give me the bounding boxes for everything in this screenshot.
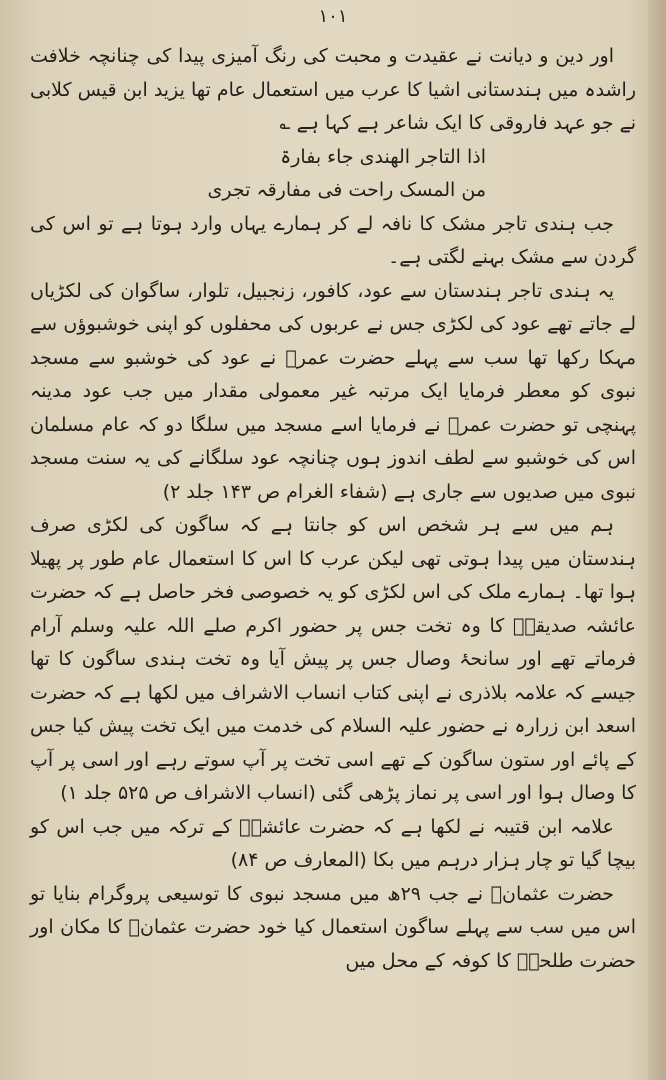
paragraph-5: [30, 811, 636, 878]
verse-line-1: اذا التاجر الھندی جاء بفارۃ: [280, 145, 486, 168]
paragraph-4-text: ہم میں سے ہر شخص اس کو جانتا ہے کہ ساگون کی لکڑی صرف ہندستان میں پیدا ہوتی تھی لیکن عرب کا اس کا استعمال عام طور پر پھیلا ہوا تھا۔ ہمارے ملک کی اس لکڑی کو یہ خصوصی فخر حاصل ہے کہ حضرت عائشہ صدیقہؓ کا وہ تخت جس پر حضور اکرم صلے اللہ علیہ وسلم آرام فرماتے تھے اور سانحۂ وصال جس پر پیش آیا وہ تخت ہندی ساگون کا تھا جیسے کہ علامہ بلاذری نے اپنی کتاب انساب الاشراف میں لکھا ہے کہ حضرت اسعد ابن زرارہ نے حضور علیہ السلام کی خدمت میں ایک تخت پیش کیا جس کے پائے اور ستون ساگون کے تھے اسی تخت پر آپ سوتے رہے اور اسی پر آپ کا وصال ہوا اور اسی پر نماز پڑھی گئی: [30, 514, 636, 804]
paragraph-4: [30, 509, 636, 811]
page-binding-edge: [648, 0, 666, 1080]
page-number: ۱۰۱: [318, 6, 348, 27]
paragraph-5-text: علامہ ابن قتیبہ نے لکھا ہے کہ حضرت عائشہؓ کے ترکہ میں جب اس کو بیچا گیا تو چار ہزار درہم میں بکا: [30, 815, 636, 871]
paragraph-1: اور دین و دیانت نے عقیدت و محبت کی رنگ آمیزی پیدا کی چنانچہ خلافت راشدہ میں ہندستانی اشیا کا عرب میں استعمال عام تھا یزید ابن قیس کلابی نے جو عہد فاروقی کا ایک شاعر ہے کہا ہے ؎: [30, 45, 636, 134]
reference-ansab-ul-ashraf: (انساب الاشراف ص ۵۲۵ جلد ۱): [60, 782, 316, 804]
page-body: [30, 40, 636, 978]
reference-al-maarif: (المعارف ص ۸۴): [230, 849, 367, 871]
paragraph-3-text: یہ ہندی تاجر ہندستان سے عود، کافور، زنجبیل، تلوار، ساگوان کی لکڑیاں لے جاتے تھے عود کی لکڑی جس نے عربوں کی محفلوں کو اپنی خوشبوؤں سے مہکا رکھا تھا سب سے پہلے حضرت عمرؓ نے عود کی خوشبو سے مسجد نبوی کو معطر فرمایا ایک مرتبہ غیر معمولی مقدار میں جب عود مدینہ پہنچی تو حضرت عمرؓ نے فرمایا اسے مسجد میں سلگا دو کہ عام مسلمان اس کی خوشبو سے لطف اندوز ہوں چنانچہ عود سلگانے کی یہ سنت مسجد نبوی میں صدیوں سے جاری ہے: [30, 279, 636, 503]
paragraph-6: حضرت عثمانؓ نے جب ۲۹ھ میں مسجد نبوی کا توسیعی پروگرام بنایا تو اس میں سب سے پہلے ساگون استعمال کیا خود حضرت عثمانؓ کا مکان اور حضرت طلحہؓ کا کوفہ کے محل میں: [30, 882, 636, 972]
paragraph-3: [30, 275, 636, 510]
paragraph-2: جب ہندی تاجر مشک کا نافہ لے کر ہمارے یہاں وارد ہوتا ہے تو اس کی گردن سے مشک بہنے لگتی ہے۔: [30, 212, 636, 268]
reference-shifa-ul-gharam: (شفاء الغرام ص ۱۴۳ جلد ۲): [162, 480, 388, 503]
verse-line-2: من المسک راحت فی مفارقہ تجری: [207, 179, 486, 201]
